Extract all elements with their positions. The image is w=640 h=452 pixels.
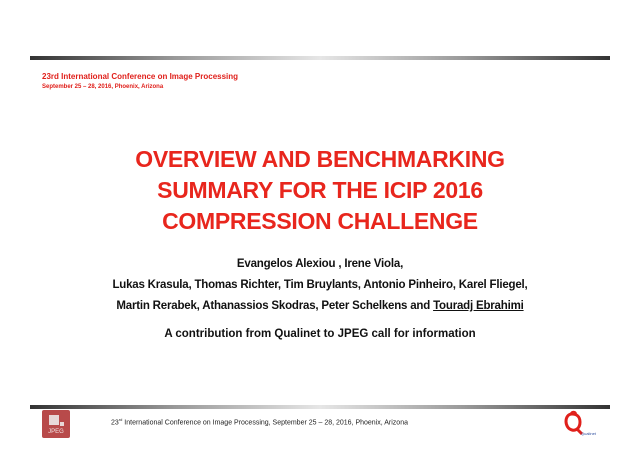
footer-text	[111, 417, 408, 426]
footer-ordinal: 23	[111, 419, 119, 427]
footer-ordinal-suffix: rd	[118, 417, 123, 422]
conference-header	[42, 72, 238, 92]
qualinet-logo-text: Qualinet	[581, 431, 596, 436]
slide-title	[0, 144, 640, 237]
jpeg-logo-text: JPEG	[48, 429, 64, 435]
conference-name: 23rd International Conference on Image Processing	[42, 72, 239, 81]
contribution-note: A contribution from Qualinet to JPEG call for information	[164, 328, 476, 340]
author-line: Evangelos Alexiou , Irene Viola,	[236, 258, 404, 270]
title-line: COMPRESSION CHALLENGE	[162, 208, 478, 234]
author-text: Martin Rerabek, Athanassios Skodras, Peter Schelkens and	[116, 300, 434, 312]
title-line: OVERVIEW AND BENCHMARKING	[135, 146, 505, 172]
header-rule	[30, 56, 610, 60]
jpeg-logo	[42, 410, 70, 438]
title-line: SUMMARY FOR THE ICIP 2016	[157, 177, 483, 203]
footer-conference: International Conference on Image Processing, September 25 – 28, 2016, Phoenix, Arizona	[122, 419, 408, 427]
qualinet-logo	[562, 410, 608, 438]
author-line: Lukas Krasula, Thomas Richter, Tim Bruylants, Antonio Pinheiro, Karel Fliegel,	[112, 279, 528, 291]
presenting-author: Touradj Ebrahimi	[433, 300, 524, 312]
footer-rule	[30, 405, 610, 409]
author-list	[0, 254, 640, 317]
conference-dates: September 25 – 28, 2016, Phoenix, Arizona	[42, 84, 164, 90]
author-line	[0, 296, 640, 317]
